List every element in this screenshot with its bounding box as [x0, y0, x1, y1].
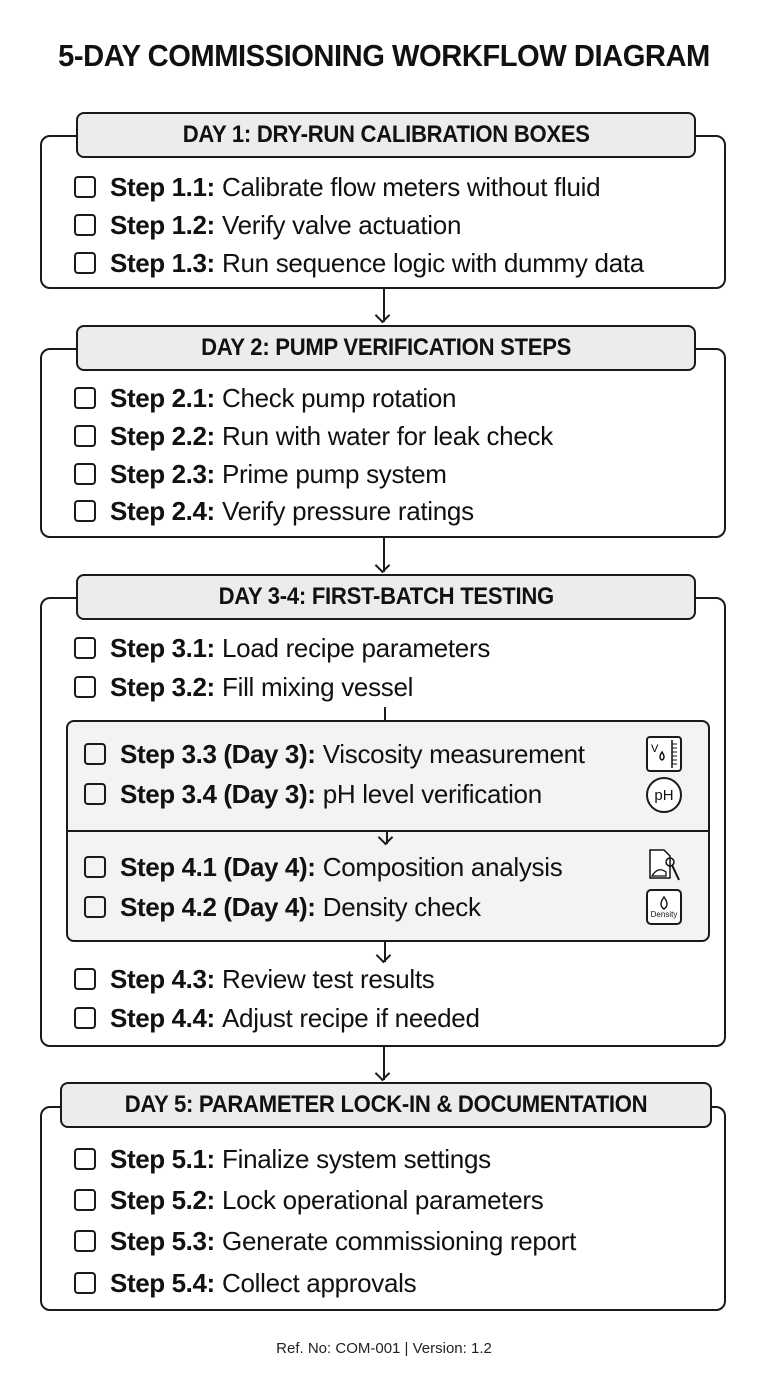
step-3-4: Step 3.4 (Day 3): pH level verification: [84, 779, 542, 809]
flow-arrow: [383, 289, 385, 322]
step-3-1: Step 3.1: Load recipe parameters: [74, 633, 490, 663]
day2-header: DAY 2: PUMP VERIFICATION STEPS: [76, 325, 696, 371]
step-4-2: Step 4.2 (Day 4): Density check: [84, 892, 481, 922]
checkbox[interactable]: [74, 500, 96, 522]
checkbox[interactable]: [84, 743, 106, 765]
checkbox[interactable]: [74, 1148, 96, 1170]
checkbox[interactable]: [74, 214, 96, 236]
step-3-2: Step 3.2: Fill mixing vessel: [74, 672, 413, 702]
step-2-4: Step 2.4: Verify pressure ratings: [74, 496, 474, 526]
checkbox[interactable]: [74, 1230, 96, 1252]
day5-box: [40, 1091, 726, 1311]
checkbox[interactable]: [74, 1189, 96, 1211]
flow-arrow: [386, 830, 388, 844]
viscosity-icon: [646, 736, 682, 772]
step-3-3: Step 3.3 (Day 3): Viscosity measurement: [84, 739, 585, 769]
checkbox[interactable]: [84, 896, 106, 918]
day3-4-header: DAY 3-4: FIRST-BATCH TESTING: [76, 574, 696, 620]
step-5-4: Step 5.4: Collect approvals: [74, 1268, 416, 1298]
step-4-1: Step 4.1 (Day 4): Composition analysis: [84, 852, 562, 882]
day2-box: [40, 334, 726, 538]
step-5-2: Step 5.2: Lock operational parameters: [74, 1185, 543, 1215]
step-4-4: Step 4.4: Adjust recipe if needed: [74, 1003, 480, 1033]
composition-analysis-icon: [646, 848, 682, 884]
day1-header: DAY 1: DRY-RUN CALIBRATION BOXES: [76, 112, 696, 158]
checkbox[interactable]: [74, 252, 96, 274]
checkbox[interactable]: [84, 783, 106, 805]
checkbox[interactable]: [74, 968, 96, 990]
reference-footer: Ref. No: COM-001 | Version: 1.2: [276, 1340, 492, 1357]
checkbox[interactable]: [84, 856, 106, 878]
step-5-3: Step 5.3: Generate commissioning report: [74, 1226, 576, 1256]
day1-box: [40, 121, 726, 289]
checkbox[interactable]: [74, 637, 96, 659]
checkbox[interactable]: [74, 1007, 96, 1029]
checkbox[interactable]: [74, 463, 96, 485]
page-title: 5-DAY COMMISSIONING WORKFLOW DIAGRAM: [58, 38, 710, 73]
step-1-1: Step 1.1: Calibrate flow meters without fluid: [74, 172, 600, 202]
step-2-2: Step 2.2: Run with water for leak check: [74, 421, 553, 451]
svg-text:V: V: [651, 743, 659, 755]
step-4-3: Step 4.3: Review test results: [74, 964, 435, 994]
checkbox[interactable]: [74, 176, 96, 198]
flow-arrow: [383, 538, 385, 572]
step-5-1: Step 5.1: Finalize system settings: [74, 1144, 491, 1174]
step-1-2: Step 1.2: Verify valve actuation: [74, 210, 461, 240]
connector-line: [384, 707, 386, 721]
step-2-3: Step 2.3: Prime pump system: [74, 459, 447, 489]
flow-arrow: [384, 942, 386, 962]
day3-4-box: [40, 583, 726, 1047]
step-2-1: Step 2.1: Check pump rotation: [74, 383, 456, 413]
step-1-3: Step 1.3: Run sequence logic with dummy data: [74, 248, 644, 278]
checkbox[interactable]: [74, 425, 96, 447]
checkbox[interactable]: [74, 676, 96, 698]
day5-header: DAY 5: PARAMETER LOCK-IN & DOCUMENTATION: [60, 1082, 712, 1128]
checkbox[interactable]: [74, 387, 96, 409]
lab-tests-subbox: [66, 720, 710, 942]
checkbox[interactable]: [74, 1272, 96, 1294]
flow-arrow: [383, 1047, 385, 1080]
ph-icon: pH: [646, 777, 682, 813]
density-icon: Density: [646, 889, 682, 925]
